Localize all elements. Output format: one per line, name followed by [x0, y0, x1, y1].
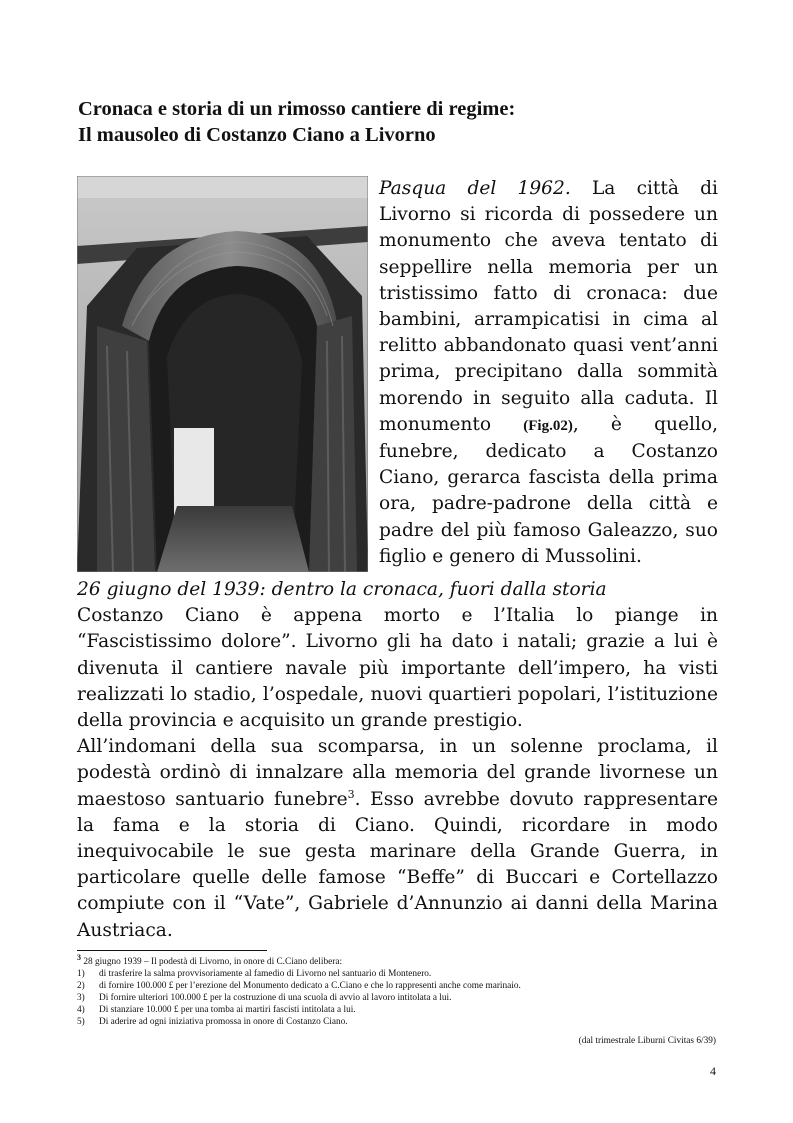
footnote-intro: [77, 952, 718, 968]
intro-lead: Pasqua del 1962.: [379, 178, 571, 199]
footnote-intro-text: 28 giugno 1939 – Il podestà di Livorno, in onore di C.Ciano delibera:: [81, 957, 343, 967]
paragraph-2-a: All’indomani della sua scomparsa, in un solenne proclama, il podestà ordinò di innalzare alla memoria del grande livornese un maestoso santuario funebre: [77, 736, 718, 810]
paragraph-2: [77, 734, 718, 944]
footnote-item-num: 3): [77, 993, 85, 1003]
intro-text-a: La città di Livorno si ricorda di possedere un monumento che aveva tentato di seppellire nella memoria per un tristissimo fatto di cronaca: due bambini, arrampicatisi in cima al relitto abbandonato quasi vent’anni prima, precipitano dalla sommità morendo in seguito alla caduta. Il monumento: [379, 178, 719, 435]
intro-paragraph: [379, 176, 718, 570]
title-line-1: Cronaca e storia di un rimosso cantiere di regime:: [78, 98, 516, 120]
page-title: [78, 96, 515, 148]
footnote-item-num: 4): [77, 1005, 85, 1015]
footnote-item: [77, 1016, 718, 1028]
footnote-item: [77, 992, 718, 1004]
paragraph-2-b: . Esso avrebbe dovuto rappresentare la fama e la storia di Ciano. Quindi, ricordare in modo inequivocabile le sue gesta marinare della Grande Guerra, in particolare quelle delle famose “Beffe” di Buccari e Cortellazzo compiute con il “Vate”, Gabriele d’Annunzio ai danni della Marina Austriaca.: [77, 788, 718, 941]
paragraph-1: Costanzo Ciano è appena morto e l’Italia lo piange in “Fascistissimo dolore”. Livorno gli ha dato i natali; grazie a lui è divenuta il cantiere navale più importante dell’impero, ha visti realizzati lo stadio, l’ospedale, nuovi quartieri popolari, l’istituzione della provincia e acquisito un grande prestigio.: [77, 605, 718, 732]
title-line-2: Il mausoleo di Costanzo Ciano a Livorno: [78, 124, 436, 146]
footnote-divider: [77, 950, 267, 951]
footnote-item-text: Di aderire ad ogni iniziativa promossa in onore di Costanzo Ciano.: [99, 1017, 348, 1027]
footnote-item: [77, 1004, 718, 1016]
footnote-item-num: 1): [77, 969, 85, 979]
footnote-item-num: 5): [77, 1017, 85, 1027]
footnote-item: [77, 968, 718, 980]
footnote-marker: 3: [77, 952, 81, 962]
section-subtitle: 26 giugno del 1939: dentro la cronaca, fuori dalla storia: [77, 579, 607, 600]
footnote-item-text: di trasferire la salma provvisoriamente al famedio di Livorno nel santuario di Montenero.: [99, 969, 432, 979]
mausoleum-photo: [77, 176, 368, 572]
page-number: 4: [710, 1064, 716, 1078]
footnote-item-text: Di stanziare 10.000 £ per una tomba ai martiri fascisti intitolata a lui.: [99, 1005, 356, 1015]
footnote-source: (dal trimestrale Liburni Civitas 6/39): [578, 1036, 716, 1046]
footnotes: [77, 952, 718, 1028]
footnote-item: [77, 980, 718, 992]
main-section: [77, 577, 718, 944]
footnote-item-text: Di fornire ulteriori 100.000 £ per la costruzione di una scuola di avvio al lavoro intitolata a lui.: [99, 993, 452, 1003]
footnote-item-text: di fornire 100.000 £ per l’erezione del Monumento dedicato a C.Ciano e che lo rappresenti anche come marinaio.: [99, 981, 521, 991]
figure-reference: (Fig.02): [523, 417, 573, 434]
footnote-item-num: 2): [77, 981, 85, 991]
footnote-reference[interactable]: 3: [347, 787, 355, 801]
intro-text-b: , è quello, funebre, dedicato a Costanzo Ciano, gerarca fascista della prima ora, padre-padrone della città e padre del più famoso Galeazzo, suo figlio e genero di Mussolini.: [379, 413, 718, 567]
